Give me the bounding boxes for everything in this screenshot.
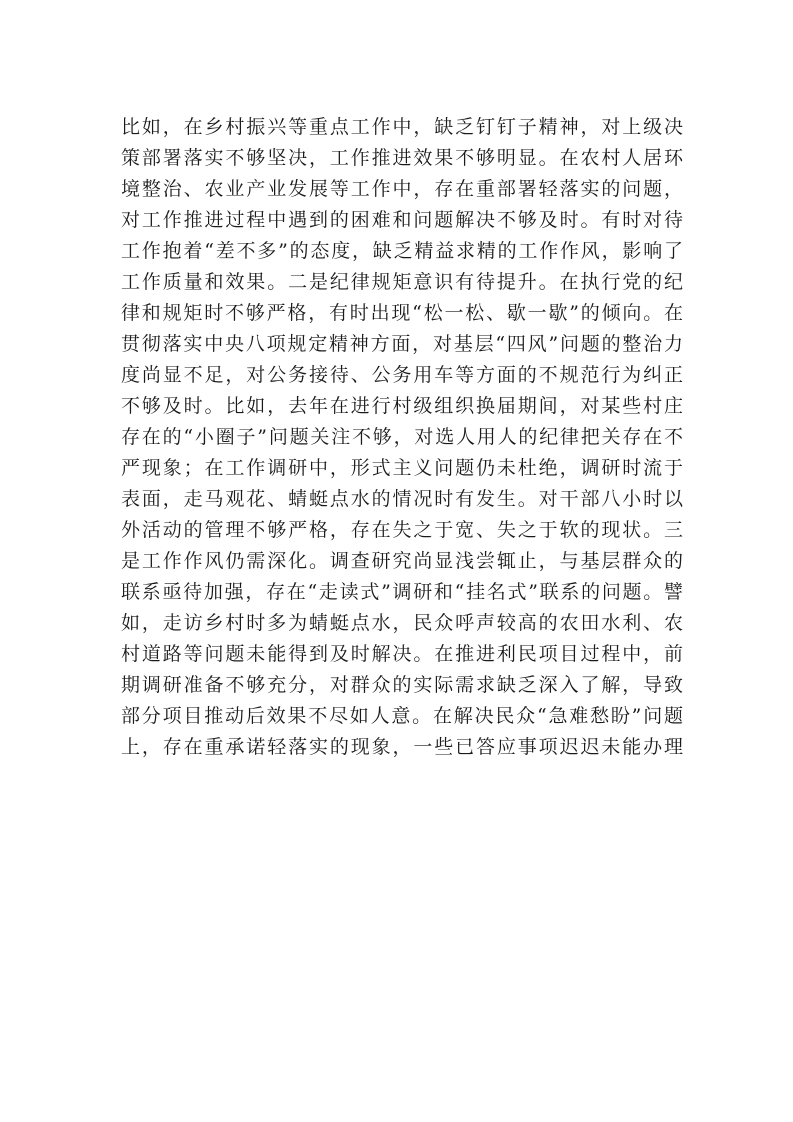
text-line: 存在的“小圈子”问题关注不够，对选人用人的纪律把关存在不 [121, 426, 683, 448]
text-line: 联系亟待加强，存在“走读式”调研和“挂名式”联系的问题。譬 [121, 581, 683, 603]
text-line: 外活动的管理不够严格，存在失之于宽、失之于软的现状。三 [121, 519, 683, 541]
text-line: 工作抱着“差不多”的态度，缺乏精益求精的工作作风，影响了 [121, 240, 683, 262]
body-paragraph [121, 112, 683, 763]
text-line: 村道路等问题未能得到及时解决。在推进利民项目过程中，前 [121, 643, 683, 665]
text-line: 对工作推进过程中遇到的困难和问题解决不够及时。有时对待 [121, 209, 683, 231]
text-line: 境整治、农业产业发展等工作中，存在重部署轻落实的问题， [121, 178, 683, 200]
text-line: 度尚显不足，对公务接待、公务用车等方面的不规范行为纠正 [121, 364, 683, 386]
text-line: 严现象；在工作调研中，形式主义问题仍未杜绝，调研时流于 [121, 457, 683, 479]
text-line: 部分项目推动后效果不尽如人意。在解决民众“急难愁盼”问题 [121, 705, 683, 727]
text-line: 贯彻落实中央八项规定精神方面，对基层“四风”问题的整治力 [121, 333, 683, 355]
text-line: 不够及时。比如，去年在进行村级组织换届期间，对某些村庄 [121, 395, 683, 417]
text-line: 策部署落实不够坚决，工作推进效果不够明显。在农村人居环 [121, 147, 683, 169]
text-line: 期调研准备不够充分，对群众的实际需求缺乏深入了解，导致 [121, 674, 683, 696]
text-line: 比如，在乡村振兴等重点工作中，缺乏钉钉子精神，对上级决 [121, 116, 683, 138]
text-line: 上，存在重承诺轻落实的现象，一些已答应事项迟迟未能办理 [121, 736, 683, 758]
text-line: 是工作作风仍需深化。调查研究尚显浅尝辄止，与基层群众的 [121, 550, 683, 572]
text-line: 律和规矩时不够严格，有时出现“松一松、歇一歇”的倾向。在 [121, 302, 683, 324]
text-line: 工作质量和效果。二是纪律规矩意识有待提升。在执行党的纪 [121, 271, 683, 293]
text-line: 表面，走马观花、蜻蜓点水的情况时有发生。对干部八小时以 [121, 488, 683, 510]
text-line: 如，走访乡村时多为蜻蜓点水，民众呼声较高的农田水利、农 [121, 612, 683, 634]
